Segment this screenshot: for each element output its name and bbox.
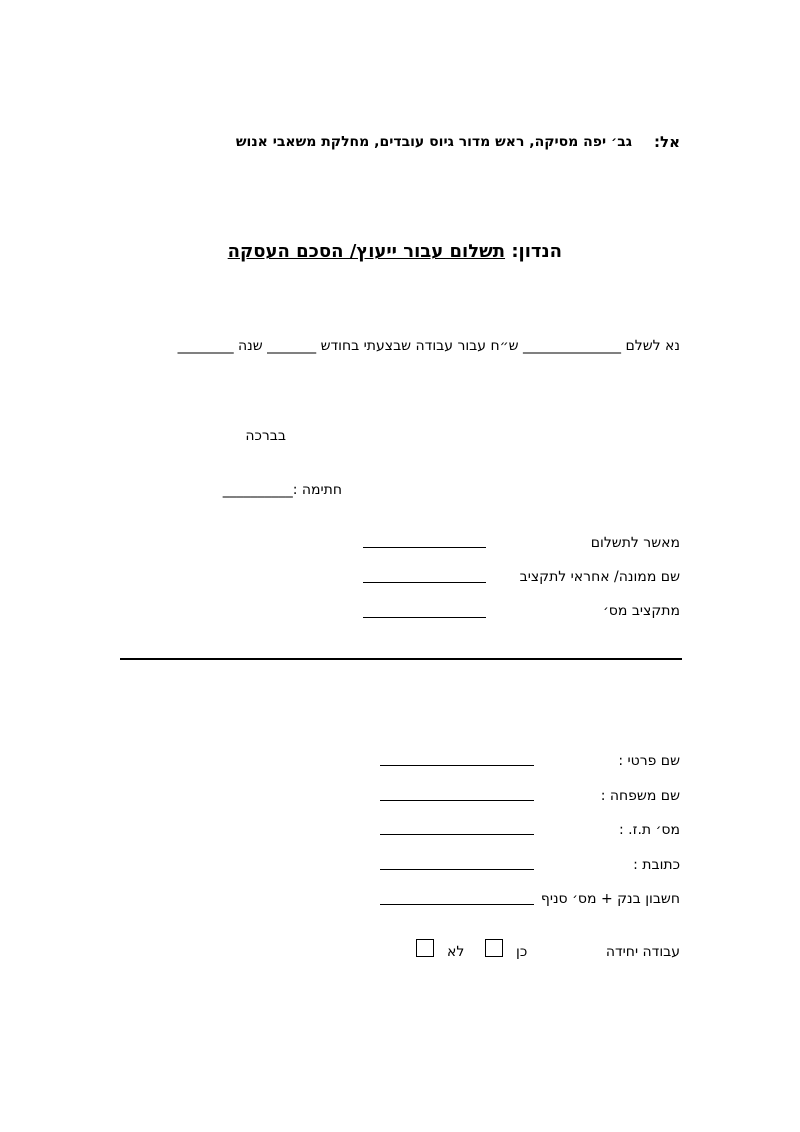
no-checkbox[interactable] [416,939,434,957]
detail-label-address: כתובת : [633,857,680,873]
section-divider [120,658,682,660]
approval-label-budget-manager: שם ממונה/ אחראי לתקציב [519,569,680,585]
payment-request-line: נא לשלם ______________ ש״ח עבור עבודה שבצעתי בחודש _______ שנה ________ [177,338,680,354]
approval-label-budget-number: מתקציב מס׳ [602,603,680,619]
approval-label-payment: מאשר לתשלום [590,535,680,551]
no-label: לא [447,944,465,960]
detail-label-first-name: שם פרטי : [618,753,680,769]
detail-label-bank-account: חשבון בנק + מס׳ סניף [540,891,680,907]
subject-line [228,241,562,262]
detail-label-id-number: מס׳ ת.ז. : [619,822,680,838]
closing-regards: בברכה [245,428,286,444]
detail-label-last-name: שם משפחה : [600,788,680,804]
subject-text: תשלום עבור ייעוץ/ הסכם העסקה [227,241,506,262]
approval-line-payment[interactable] [363,547,486,548]
id-number-field[interactable] [380,834,534,835]
bank-account-field[interactable] [380,904,534,905]
to-label: אל: [654,133,680,151]
last-name-field[interactable] [380,800,534,801]
yes-label: כן [516,944,528,960]
subject-label: הנדון: [511,241,562,262]
unit-work-label: עבודה יחידה [605,944,680,960]
signature-field[interactable]: חתימה :__________ [222,482,342,498]
recipient-text: גב׳ יפה מסיקה, ראש מדור גיוס עובדים, מחלקת משאבי אנוש [235,134,632,150]
approval-line-budget-manager[interactable] [363,582,486,583]
approval-line-budget-number[interactable] [363,617,486,618]
yes-checkbox[interactable] [485,939,503,957]
first-name-field[interactable] [380,765,534,766]
address-field[interactable] [380,869,534,870]
